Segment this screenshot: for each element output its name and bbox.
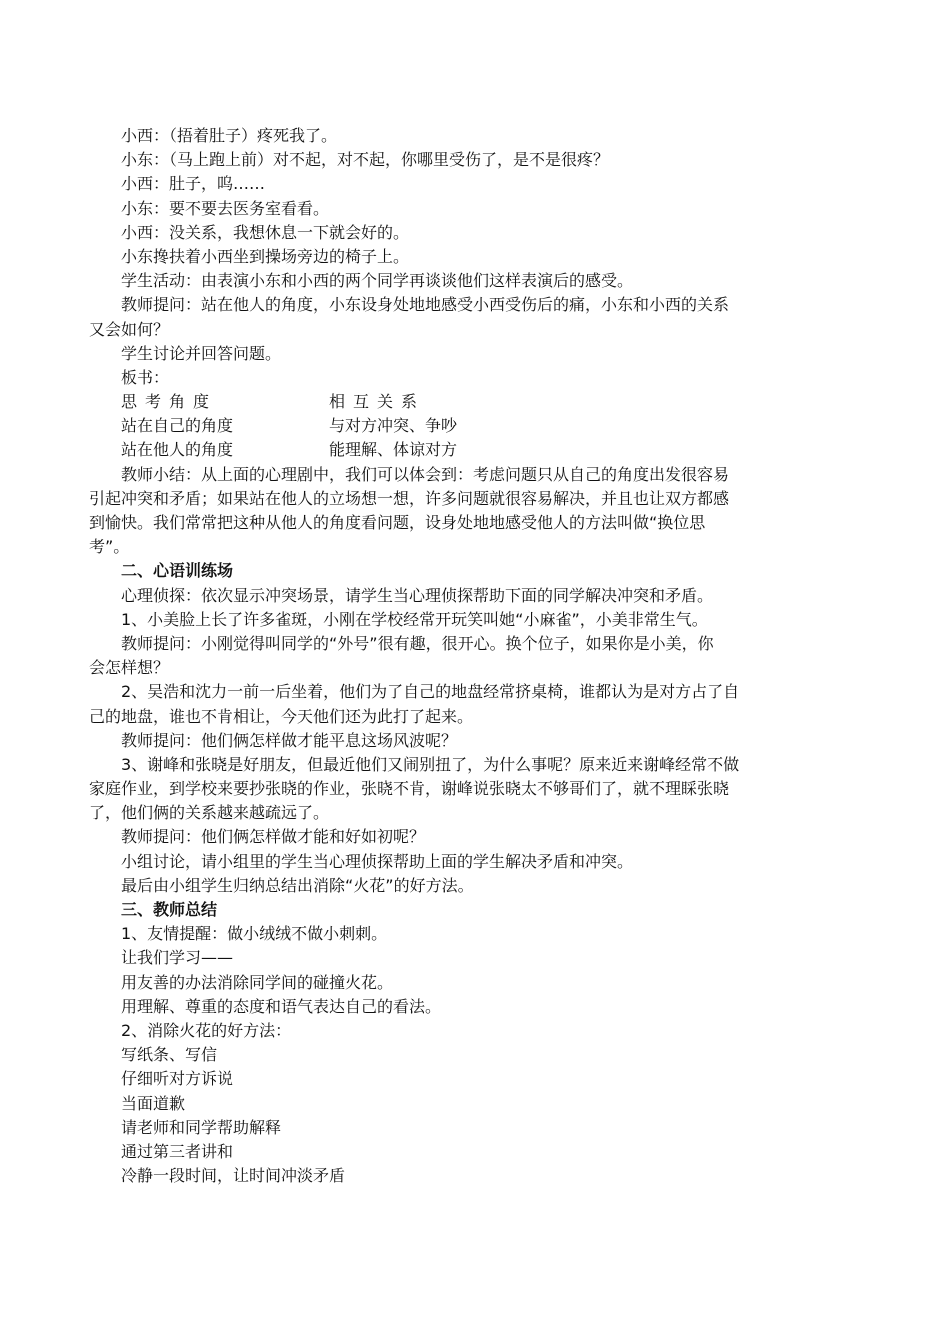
board-col-a: 站在他人的角度 xyxy=(121,440,234,460)
paragraph-line: 了，他们俩的关系越来越疏远了。 xyxy=(89,803,330,823)
list-item: 仔细听对方诉说 xyxy=(121,1069,234,1089)
section-heading: 二、心语训练场 xyxy=(121,561,234,581)
board-row xyxy=(89,438,861,462)
paragraph-line: 教师小结：从上面的心理剧中，我们可以体会到：考虑问题只从自己的角度出发很容易 xyxy=(121,464,730,484)
paragraph-line: 最后由小组学生归纳总结出消除“火花”的好方法。 xyxy=(121,875,474,895)
dialogue-line: 小西：（捂着肚子）疼死我了。 xyxy=(121,126,338,145)
list-item: 通过第三者讲和 xyxy=(121,1141,234,1161)
paragraph-line: 2、消除火花的好方法： xyxy=(121,1020,292,1040)
section-heading: 三、教师总结 xyxy=(121,900,218,919)
board-col-b: 相互关系 xyxy=(329,392,426,412)
paragraph-line: 己的地盘，谁也不肯相让，今天他们还为此打了起来。 xyxy=(89,706,474,726)
paragraph-line: 让我们学习—— xyxy=(121,948,234,968)
dialogue-line: 小西：肚子，呜…… xyxy=(121,174,266,194)
dialogue-line: 小西：没关系，我想休息一下就会好的。 xyxy=(121,222,410,242)
paragraph-line: 家庭作业，到学校来要抄张晓的作业，张晓不肯，谢峰说张晓太不够哥们了，就不理睬张晓 xyxy=(89,779,730,799)
paragraph-line: 小组讨论，请小组里的学生当心理侦探帮助上面的学生解决矛盾和冲突。 xyxy=(121,851,634,871)
board-row xyxy=(89,414,861,438)
narration-line: 小东搀扶着小西坐到操场旁边的椅子上。 xyxy=(121,246,410,266)
paragraph-line: 用友善的办法消除同学间的碰撞火花。 xyxy=(121,972,394,992)
paragraph-line: 考”。 xyxy=(89,537,130,557)
paragraph-line: 教师提问：他们俩怎样做才能平息这场风波呢？ xyxy=(121,730,458,750)
paragraph-line: 教师提问：小刚觉得叫同学的“外号”很有趣，很开心。换个位子，如果你是小美，你 xyxy=(121,633,714,653)
paragraph-line: 1、小美脸上长了许多雀斑，小刚在学校经常开玩笑叫她“小麻雀”，小美非常生气。 xyxy=(121,609,708,629)
board-heading: 板书： xyxy=(121,367,170,387)
paragraph-line: 教师提问：站在他人的角度，小东设身处地地感受小西受伤后的痛，小东和小西的关系 xyxy=(121,295,730,315)
list-item: 写纸条、写信 xyxy=(121,1045,218,1065)
list-item: 请老师和同学帮助解释 xyxy=(121,1117,282,1137)
board-col-a: 思考角度 xyxy=(121,392,218,412)
paragraph-line: 用理解、尊重的态度和语气表达自己的看法。 xyxy=(121,996,442,1016)
list-item: 当面道歉 xyxy=(121,1093,186,1113)
paragraph-line: 3、谢峰和张晓是好朋友，但最近他们又闹别扭了，为什么事呢？原来近来谢峰经常不做 xyxy=(121,754,740,774)
paragraph-line: 学生活动：由表演小东和小西的两个同学再谈谈他们这样表演后的感受。 xyxy=(121,271,634,291)
dialogue-line: 小东：要不要去医务室看看。 xyxy=(121,198,330,218)
board-row-header xyxy=(89,390,861,414)
paragraph-line: 引起冲突和矛盾；如果站在他人的立场想一想，许多问题就很容易解决，并且也让双方都感 xyxy=(89,488,730,508)
paragraph-line: 会怎样想？ xyxy=(89,658,170,678)
board-col-a: 站在自己的角度 xyxy=(121,416,234,436)
dialogue-line: 小东：（马上跑上前）对不起，对不起，你哪里受伤了，是不是很疼？ xyxy=(121,150,610,170)
paragraph-line: 到愉快。我们常常把这种从他人的角度看问题，设身处地地感受他人的方法叫做“换位思 xyxy=(89,513,706,532)
document-body xyxy=(89,124,861,1188)
paragraph-line: 教师提问：他们俩怎样做才能和好如初呢？ xyxy=(121,827,426,847)
paragraph-line: 学生讨论并回答问题。 xyxy=(121,343,282,363)
board-col-b: 与对方冲突、争吵 xyxy=(329,416,458,436)
paragraph-line: 心理侦探：依次显示冲突场景，请学生当心理侦探帮助下面的同学解决冲突和矛盾。 xyxy=(121,585,714,605)
board-col-b: 能理解、体谅对方 xyxy=(329,440,458,460)
paragraph-line: 2、吴浩和沈力一前一后坐着，他们为了自己的地盘经常挤桌椅，谁都认为是对方占了自 xyxy=(121,682,740,702)
list-item: 冷静一段时间，让时间冲淡矛盾 xyxy=(121,1166,346,1186)
paragraph-line: 1、友情提醒：做小绒绒不做小刺刺。 xyxy=(121,924,388,944)
paragraph-line: 又会如何？ xyxy=(89,319,170,339)
